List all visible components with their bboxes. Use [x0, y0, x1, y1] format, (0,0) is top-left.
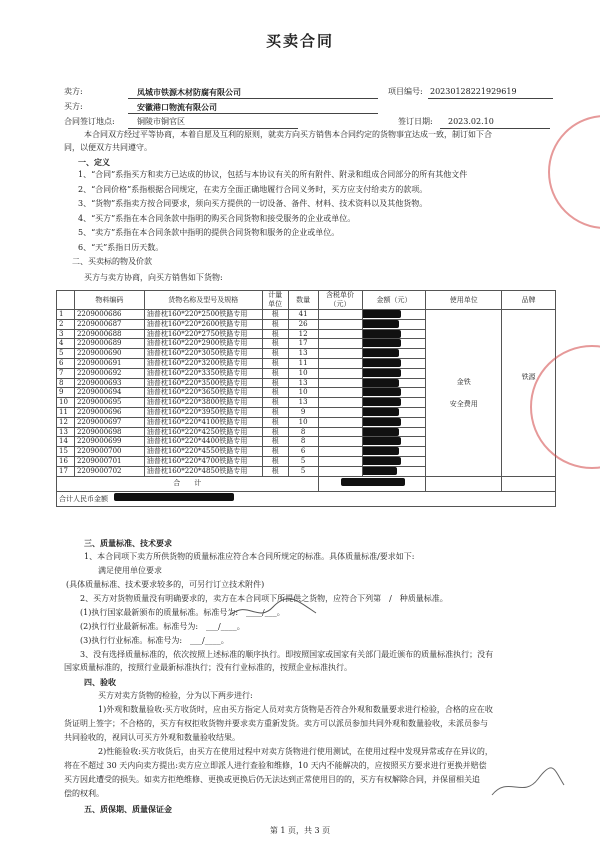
unit: 根 [262, 339, 288, 349]
unit: 根 [262, 466, 288, 476]
unit-price [318, 319, 362, 329]
amount [362, 407, 426, 417]
row-index: 13 [57, 427, 75, 437]
goods-table [56, 290, 556, 507]
project-no: 20230128221929619 [430, 87, 517, 96]
material-code: 2209000699 [74, 437, 144, 447]
goods-name: 油普枕160*220*4250铁路专用 [144, 427, 262, 437]
goods-name: 油普枕160*220*4550铁路专用 [144, 447, 262, 457]
unit: 根 [262, 378, 288, 388]
quantity: 8 [288, 437, 318, 447]
col-header-material-code: 物料编码 [74, 291, 144, 310]
col-header-unit: 计量单位 [262, 291, 288, 310]
unit-price [318, 358, 362, 368]
unit-price [318, 427, 362, 437]
redacted-amount [362, 388, 401, 396]
row-index: 1 [57, 310, 75, 320]
material-code: 2209000688 [74, 329, 144, 339]
redacted-amount [362, 369, 401, 377]
section-4-heading: 四、验收 [84, 677, 116, 687]
redacted-amount [362, 418, 401, 426]
material-code: 2209000687 [74, 319, 144, 329]
quantity: 5 [288, 466, 318, 476]
unit: 根 [262, 310, 288, 320]
intro-line-1: 本合同双方经过平等协商，本着自愿及互利的原则，就卖方向买方销售本合同约定的货物事宜达成一致，制订如下合 [84, 130, 492, 139]
goods-name: 油普枕160*220*3200铁路专用 [144, 358, 262, 368]
unit-price [318, 368, 362, 378]
unit-price [318, 339, 362, 349]
col-header-brand: 品牌 [502, 291, 556, 310]
acceptance-line: 偿的权利。 [64, 789, 104, 798]
unit: 根 [262, 447, 288, 457]
row-index: 8 [57, 378, 75, 388]
redacted-total [341, 478, 405, 486]
unit: 根 [262, 417, 288, 427]
acceptance-line: 买方对卖方货物的检验，分为以下两步进行: [98, 691, 253, 700]
row-index: 10 [57, 398, 75, 408]
table-row [57, 310, 556, 320]
quantity: 8 [288, 427, 318, 437]
goods-name: 油普枕160*220*3050铁路专用 [144, 349, 262, 359]
unit-price [318, 329, 362, 339]
quantity: 17 [288, 339, 318, 349]
col-header-user-unit: 使用单位 [426, 291, 502, 310]
amount [362, 339, 426, 349]
unit: 根 [262, 437, 288, 447]
col-header-unit-price: 含税单价（元） [318, 291, 362, 310]
goods-name: 油普枕160*220*4850铁路专用 [144, 466, 262, 476]
unit-price [318, 349, 362, 359]
user-unit-fee-type: 安全费用 [449, 399, 478, 408]
definition-item: 5、“卖方”系指在本合同条款中指明的提供合同货物和服务的企业或单位。 [78, 228, 340, 237]
amount [362, 358, 426, 368]
acceptance-line: 1)外观和数量验收:买方收货时，应由买方指定人员对卖方货物是否符合外观和数量要求进行检验，合格的应在收 [98, 705, 493, 714]
unit: 根 [262, 388, 288, 398]
row-index: 7 [57, 368, 75, 378]
buyer-label: 买方: [64, 102, 83, 111]
amount [362, 398, 426, 408]
unit: 根 [262, 407, 288, 417]
material-code: 2209000697 [74, 417, 144, 427]
goods-name: 油普枕160*220*3650铁路专用 [144, 388, 262, 398]
redacted-amount [362, 339, 401, 347]
unit-price [318, 456, 362, 466]
unit: 根 [262, 368, 288, 378]
redacted-amount [362, 467, 397, 475]
amount [362, 427, 426, 437]
quality-line: (2)执行行业最新标准。标准号为: ___/____。 [80, 622, 245, 631]
goods-name: 油普枕160*220*2500铁路专用 [144, 310, 262, 320]
goods-name: 油普枕160*220*4400铁路专用 [144, 437, 262, 447]
page-footer: 第 1 页，共 3 页 [269, 826, 331, 835]
quality-line: (3)执行行业标准。标准号为: ___/____。 [80, 636, 229, 645]
definition-item: 1、“合同”系指买方和卖方已达成的协议，包括与本协议有关的所有附件、附录和组成合同部分的所有其他文件 [78, 170, 468, 179]
material-code: 2209000692 [74, 368, 144, 378]
unit: 根 [262, 319, 288, 329]
amount [362, 349, 426, 359]
redacted-amount [362, 359, 401, 367]
amount [362, 310, 426, 320]
brand-cell: 铁源 [502, 310, 556, 477]
row-index: 14 [57, 437, 75, 447]
quality-line: (具体质量标准、技术要求较多的，可另行订立技术附件) [66, 580, 265, 589]
place-label: 合同签订地点: [64, 117, 115, 126]
row-index: 16 [57, 456, 75, 466]
goods-name: 油普枕160*220*2750铁路专用 [144, 329, 262, 339]
unit-price [318, 466, 362, 476]
date-value: 2023.02.10 [448, 117, 494, 126]
quantity: 10 [288, 417, 318, 427]
redacted-amount [362, 310, 401, 318]
table-header-row [57, 291, 556, 310]
section-1-heading: 一、定义 [78, 157, 110, 167]
intro-line-2: 同，以便双方共同遵守。 [64, 143, 152, 152]
col-header-quantity: 数量 [288, 291, 318, 310]
acceptance-line: 2)性能验收:买方收货后，由买方在使用过程中对卖方货物进行使用测试，在使用过程中发现异常或存在异议的， [98, 747, 493, 756]
redacted-amount [362, 379, 399, 387]
quantity: 12 [288, 329, 318, 339]
acceptance-line: 货证明上签字；不合格的，买方有权拒收货物并要求卖方重新发货。卖方可以派员参加共同外观和数量验收，未派员参与 [64, 719, 488, 728]
row-index: 2 [57, 319, 75, 329]
quantity: 26 [288, 319, 318, 329]
material-code: 2209000701 [74, 456, 144, 466]
goods-name: 油普枕160*220*4100铁路专用 [144, 417, 262, 427]
redacted-amount [362, 349, 399, 357]
definition-item: 2、“合同价格”系指根据合同规定，在卖方全面正确地履行合同义务时，买方应支付给卖方的款项。 [78, 185, 428, 194]
unit-price [318, 407, 362, 417]
material-code: 2209000694 [74, 388, 144, 398]
red-seal-stamp [548, 115, 600, 229]
redacted-amount [362, 428, 399, 436]
signature-mark [228, 595, 318, 625]
goods-name: 油普枕160*220*2600铁路专用 [144, 319, 262, 329]
goods-name: 油普枕160*220*3350铁路专用 [144, 368, 262, 378]
user-unit-name: 金铁 [456, 377, 471, 386]
unit: 根 [262, 329, 288, 339]
goods-name: 油普枕160*220*3950铁路专用 [144, 407, 262, 417]
quality-line: 3、没有选择质量标准的，依次按照上述标准的顺序执行。即按照国家或国家有关部门最近颁布的质量标准执行；没有 [80, 650, 494, 659]
total-label: 合 计 [57, 476, 319, 491]
unit-price [318, 437, 362, 447]
row-index: 17 [57, 466, 75, 476]
material-code: 2209000700 [74, 447, 144, 457]
material-code: 2209000689 [74, 339, 144, 349]
unit: 根 [262, 398, 288, 408]
goods-name: 油普枕160*220*3800铁路专用 [144, 398, 262, 408]
row-index: 12 [57, 417, 75, 427]
amount [362, 368, 426, 378]
unit: 根 [262, 349, 288, 359]
unit-price [318, 310, 362, 320]
amount [362, 417, 426, 427]
material-code: 2209000693 [74, 378, 144, 388]
quantity: 6 [288, 447, 318, 457]
unit-price [318, 388, 362, 398]
seller-label: 卖方: [64, 87, 83, 96]
quality-line: (1)执行国家最新颁布的质量标准。标准号为: ____/___。 [80, 608, 285, 617]
col-header-goods-name: 货物名称及型号及规格 [144, 291, 262, 310]
row-index: 15 [57, 447, 75, 457]
unit-price [318, 378, 362, 388]
quantity: 11 [288, 358, 318, 368]
material-code: 2209000686 [74, 310, 144, 320]
amount [362, 329, 426, 339]
section-2-heading: 二、买卖标的物及价款 [72, 257, 152, 266]
amount [362, 378, 426, 388]
amount [362, 447, 426, 457]
section-3-heading: 三、质量标准、技术要求 [84, 538, 172, 548]
amount [362, 437, 426, 447]
unit-price [318, 447, 362, 457]
material-code: 2209000690 [74, 349, 144, 359]
amount [362, 319, 426, 329]
buyer-name: 安徽港口物流有限公司 [137, 102, 217, 112]
amount [362, 466, 426, 476]
quantity: 5 [288, 456, 318, 466]
amount [362, 388, 426, 398]
redacted-amount [362, 457, 401, 465]
redacted-rmb-amount [114, 493, 234, 501]
material-code: 2209000696 [74, 407, 144, 417]
unit-price [318, 398, 362, 408]
redacted-amount [362, 437, 401, 445]
material-code: 2209000695 [74, 398, 144, 408]
row-index: 6 [57, 358, 75, 368]
quantity: 9 [288, 407, 318, 417]
redacted-amount [362, 408, 399, 416]
quantity: 10 [288, 368, 318, 378]
row-index: 9 [57, 388, 75, 398]
quantity: 13 [288, 398, 318, 408]
unit: 根 [262, 427, 288, 437]
redacted-amount [362, 447, 399, 455]
row-index: 3 [57, 329, 75, 339]
document-title: 买卖合同 [265, 32, 334, 50]
row-index: 4 [57, 339, 75, 349]
rmb-total-row [57, 491, 556, 506]
redacted-amount [362, 320, 399, 328]
goods-name: 油普枕160*220*2900铁路专用 [144, 339, 262, 349]
project-no-label: 项目编号: [388, 87, 423, 96]
quality-line: 2、买方对货物质量没有明确要求的，卖方在本合同项下所提供之货物，应符合下列第 / 种质量标准。 [80, 594, 448, 603]
acceptance-line: 买方因此遭受的损失。如卖方拒绝维修、更换或更换后仍无法达到正常使用目的的，买方有权解除合同，并保留相关追 [64, 775, 480, 784]
quantity: 13 [288, 349, 318, 359]
material-code: 2209000698 [74, 427, 144, 437]
quality-requirement: 满足使用单位要求 [98, 566, 162, 575]
col-header [57, 291, 75, 310]
quantity: 10 [288, 388, 318, 398]
acceptance-line: 将在不超过 30 天内向卖方提出:卖方应立即派人进行查验和维修，10 天内不能解决的，应按照买方要求进行更换并赔偿 [64, 761, 487, 770]
material-code: 2209000702 [74, 466, 144, 476]
redacted-amount [362, 330, 401, 338]
col-header-amount: 金额（元） [362, 291, 426, 310]
definition-item: 6、“天”系指日历天数。 [78, 243, 164, 252]
material-code: 2209000691 [74, 358, 144, 368]
row-index: 5 [57, 349, 75, 359]
section-5-heading: 五、质保期、质量保证金 [84, 804, 172, 814]
row-index: 11 [57, 407, 75, 417]
total-row [57, 476, 556, 491]
seller-name: 凤城市铁源木材防腐有限公司 [137, 87, 241, 97]
quality-line: 1、本合同项下卖方所供货物的质量标准应符合本合同所规定的标准。具体质量标准/要求如下: [84, 552, 415, 561]
date-label: 签订日期: [398, 117, 433, 126]
quantity: 41 [288, 310, 318, 320]
unit-price [318, 417, 362, 427]
goods-name: 油普枕160*220*4700铁路专用 [144, 456, 262, 466]
definition-item: 4、“买方”系指在本合同条款中指明的购买合同货物和接受服务的企业或单位。 [78, 214, 356, 223]
user-unit-cell [426, 310, 502, 477]
redacted-amount [362, 398, 401, 406]
unit: 根 [262, 456, 288, 466]
acceptance-line: 共同验收的，视同认可买方外观和数量验收结果。 [64, 733, 240, 742]
signature-mark [488, 765, 568, 805]
quality-line: 国家质量标准的，按照行业最新标准执行；没有行业标准的，按照企业标准执行。 [64, 663, 352, 672]
rmb-total-label: 合计人民币金额 [59, 495, 108, 504]
quantity: 13 [288, 378, 318, 388]
unit: 根 [262, 358, 288, 368]
section-2-sub: 买方与卖方协商，向买方销售如下货物: [84, 273, 223, 282]
amount [362, 456, 426, 466]
place-value: 铜陵市铜官区 [137, 117, 185, 126]
definition-item: 3、“货物”系指卖方按合同要求，须向买方提供的一切设备、备件、材料、技术资料以及其他货物。 [78, 199, 428, 208]
goods-name: 油普枕160*220*3500铁路专用 [144, 378, 262, 388]
